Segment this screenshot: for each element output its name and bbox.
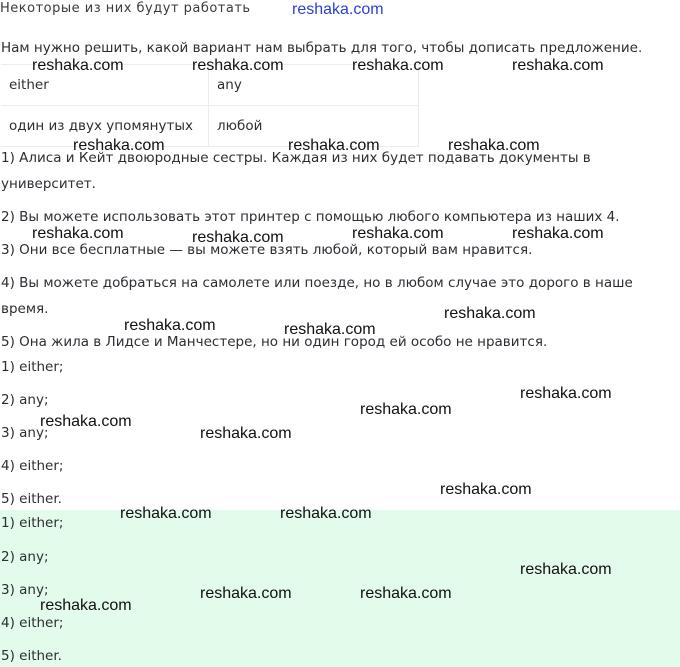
watermark: reshaka.com <box>512 57 604 74</box>
watermark: reshaka.com <box>124 317 216 334</box>
watermark: reshaka.com <box>73 137 165 154</box>
sentence-1-cont: университет. <box>1 176 96 192</box>
watermark: reshaka.com <box>120 505 212 522</box>
answer-line: 4) either; <box>1 458 64 474</box>
watermark: reshaka.com <box>352 57 444 74</box>
watermark: reshaka.com <box>40 413 132 430</box>
sentence-5: 5) Она жила в Лидсе и Манчестере, но ни один город ей особо не нравится. <box>1 334 548 350</box>
watermark: reshaka.com <box>288 137 380 154</box>
answer-line: 5) either. <box>1 491 62 507</box>
watermark: reshaka.com <box>448 137 540 154</box>
watermark: reshaka.com <box>520 385 612 402</box>
comparison-table <box>1 64 419 147</box>
watermark: reshaka.com <box>40 597 132 614</box>
highlighted-answer-line: 3) any; <box>1 582 49 598</box>
header-watermark[interactable]: reshaka.com <box>292 1 384 18</box>
answer-line: 1) either; <box>1 359 64 375</box>
table-cell: any <box>209 65 419 106</box>
sentence-2: 2) Вы можете использовать этот принтер с помощью любого компьютера из наших 4. <box>1 209 620 225</box>
answer-line: 3) any; <box>1 425 49 441</box>
watermark: reshaka.com <box>360 401 452 418</box>
highlighted-answer-line: 5) either. <box>1 648 62 664</box>
watermark: reshaka.com <box>192 57 284 74</box>
highlighted-answer-line: 4) either; <box>1 615 64 631</box>
intro-text: Нам нужно решить, какой вариант нам выбрать для того, чтобы дописать предложение. <box>1 40 643 56</box>
answer-line: 2) any; <box>1 392 49 408</box>
sentence-4: 4) Вы можете добраться на самолете или поезде, но в любом случае это дорого в наше <box>1 275 633 291</box>
watermark: reshaka.com <box>280 505 372 522</box>
watermark: reshaka.com <box>32 225 124 242</box>
watermark: reshaka.com <box>200 585 292 602</box>
watermark: reshaka.com <box>200 425 292 442</box>
watermark: reshaka.com <box>352 225 444 242</box>
sentence-4-cont: время. <box>1 301 49 317</box>
highlighted-answer-line: 1) either; <box>1 515 64 531</box>
watermark: reshaka.com <box>360 585 452 602</box>
watermark: reshaka.com <box>440 481 532 498</box>
sentence-1: 1) Алиса и Кейт двоюродные сестры. Каждая из них будет подавать документы в <box>1 150 591 166</box>
clipped-heading-text: Некоторые из них будут работать <box>0 1 251 16</box>
table-cell: любой <box>209 106 419 147</box>
table-cell: один из двух упомянутых <box>1 106 209 147</box>
highlighted-answer-line: 2) any; <box>1 549 49 565</box>
watermark: reshaka.com <box>444 305 536 322</box>
answer-highlight-block <box>0 510 680 667</box>
watermark: reshaka.com <box>192 229 284 246</box>
sentence-3: 3) Они все бесплатные — вы можете взять любой, который вам нравится. <box>1 242 533 258</box>
table-cell: either <box>1 65 209 106</box>
watermark: reshaka.com <box>32 57 124 74</box>
watermark: reshaka.com <box>512 225 604 242</box>
watermark: reshaka.com <box>520 561 612 578</box>
watermark: reshaka.com <box>284 321 376 338</box>
